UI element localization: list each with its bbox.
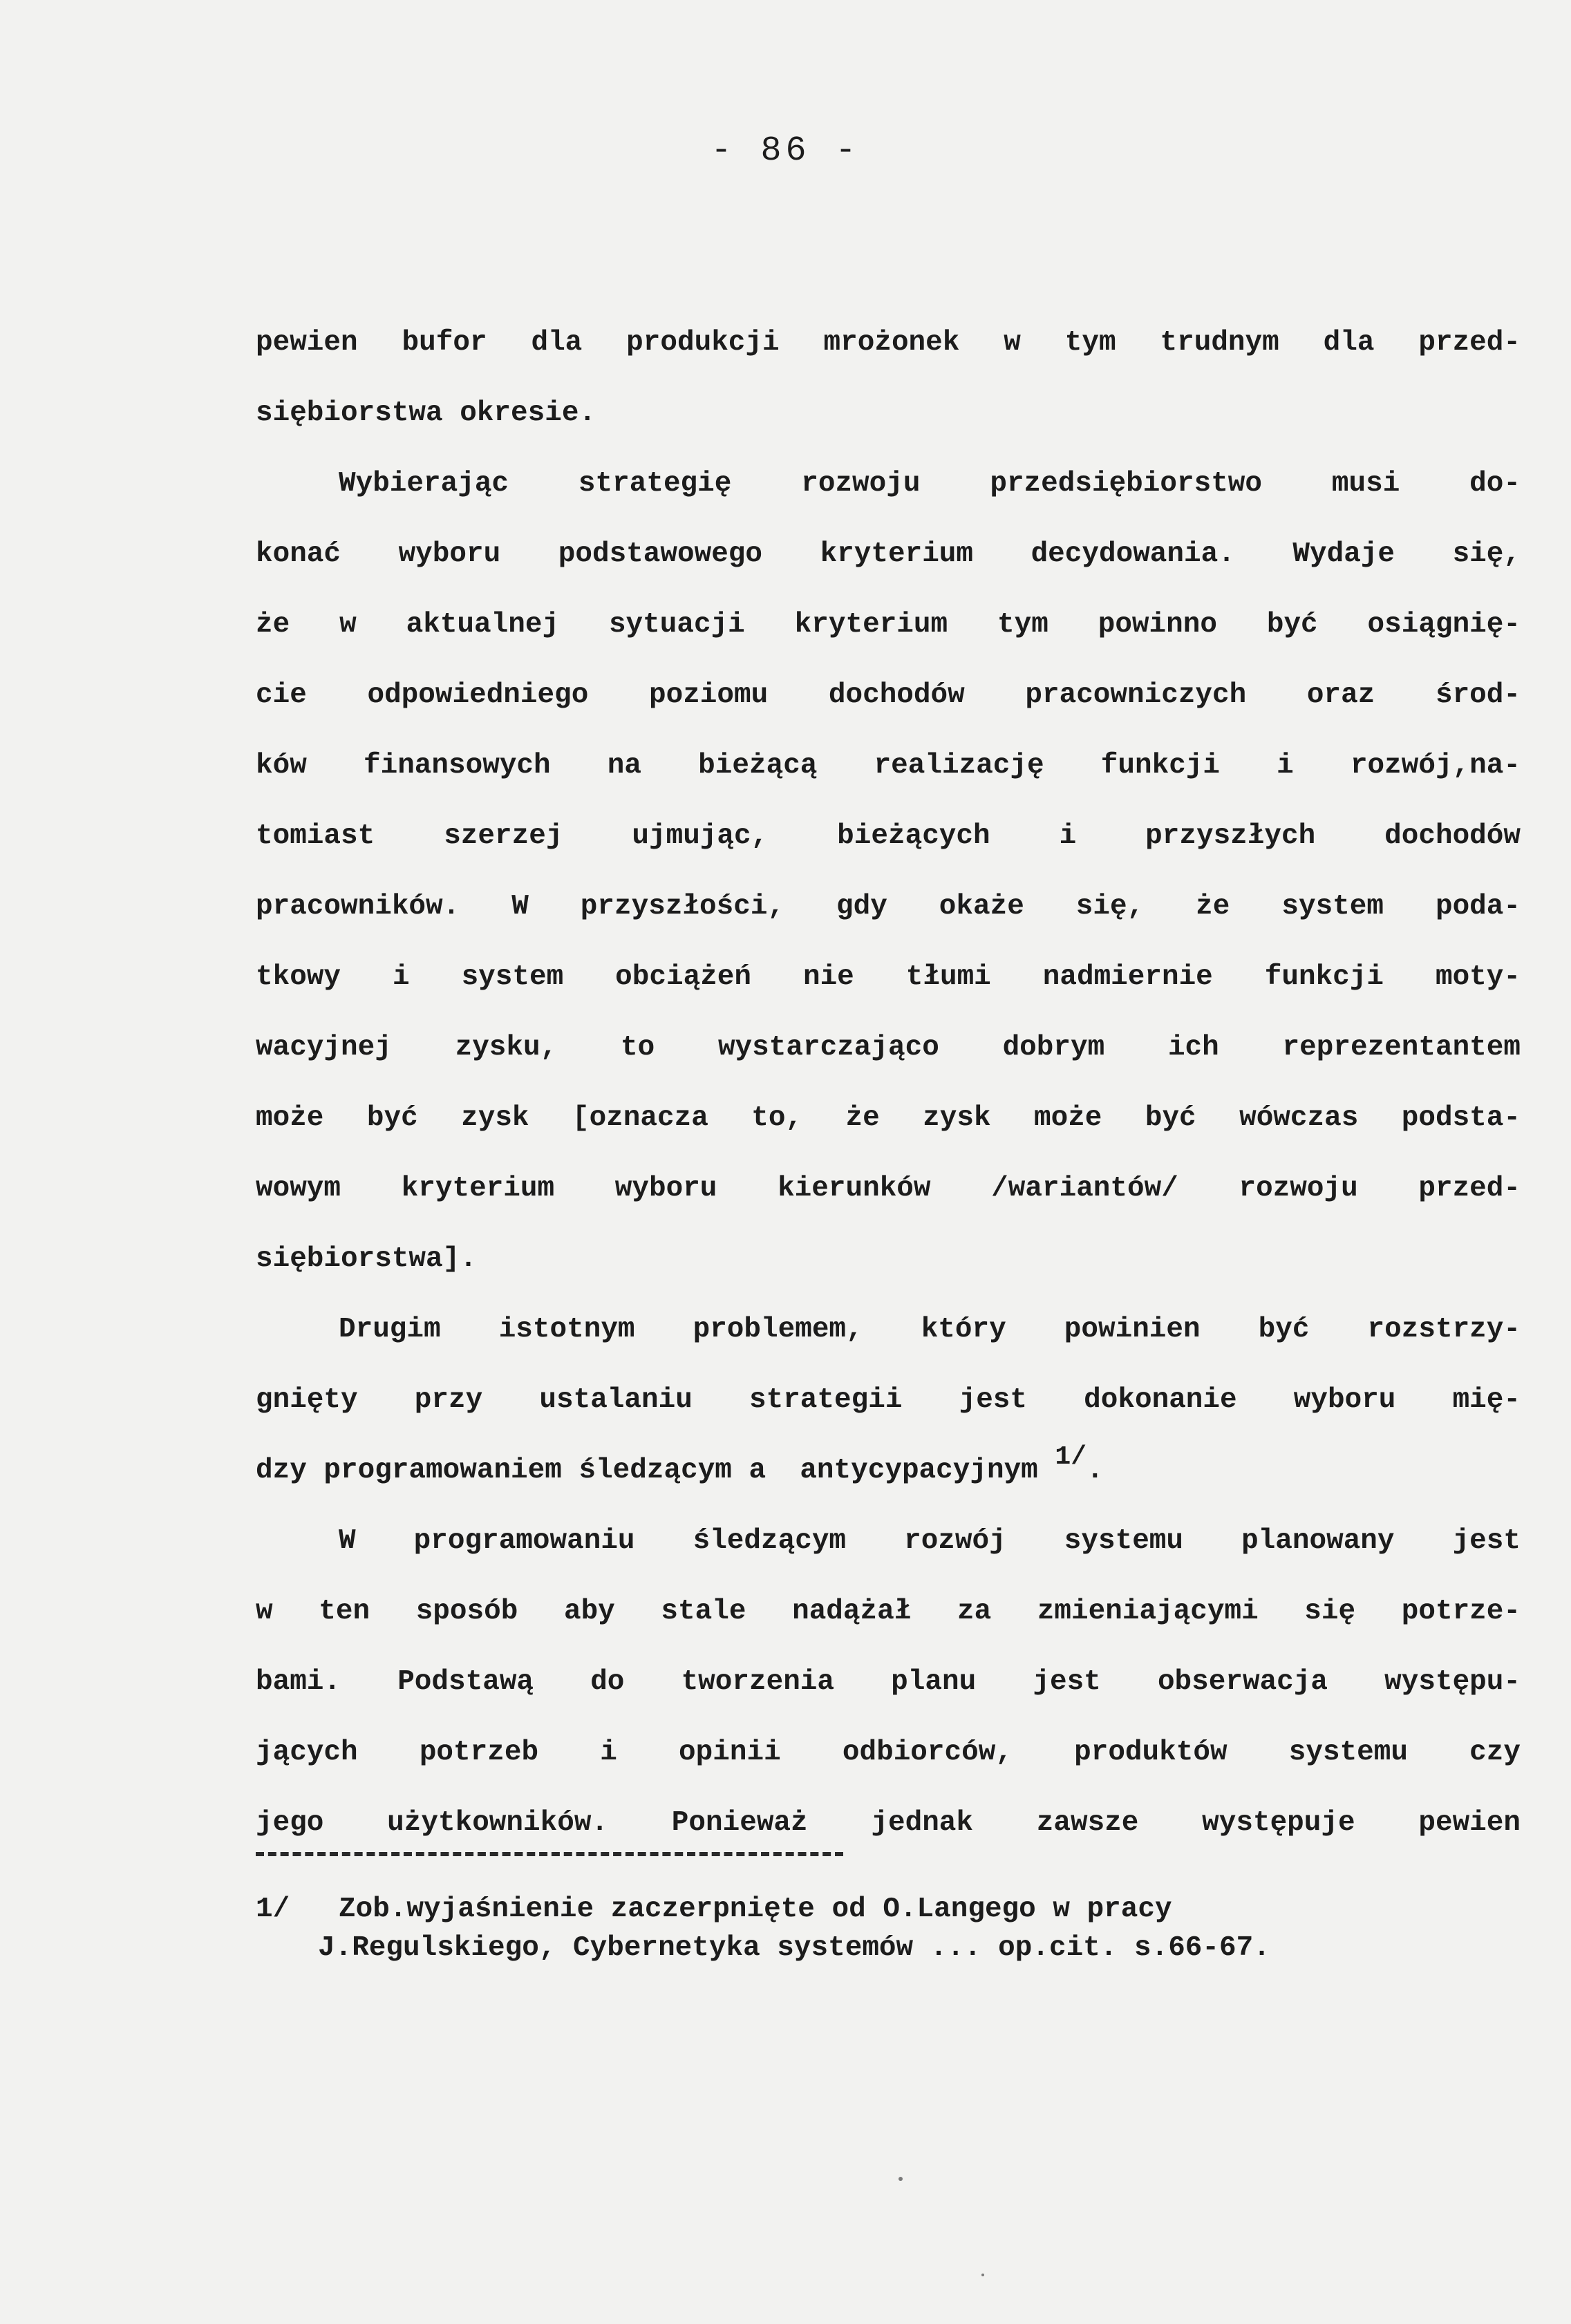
text-line: bami. Podstawą do tworzenia planu jest obserwacja występu- [256,1666,1521,1698]
text-line: jego użytkowników. Ponieważ jednak zawsze występuje pewien [256,1807,1521,1839]
footnote-separator [256,1852,843,1856]
text-line: pracowników. W przyszłości, gdy okaże się, że system poda- [256,891,1521,923]
text-line: ków finansowych na bieżącą realizację funkcji i rozwój,na- [256,750,1521,782]
text-line: jących potrzeb i opinii odbiorców, produktów systemu czy [256,1737,1521,1768]
text-line: wowym kryterium wyboru kierunków /wariantów/ rozwoju przed- [256,1173,1521,1204]
footnote-text: Zob.wyjaśnienie zaczerpnięte od O.Langego w pracy [339,1893,1172,1925]
paper-speck [981,2274,984,2276]
page-number: - 86 - [711,131,860,171]
text-line: tomiast szerzej ujmując, bieżących i przyszłych dochodów [256,820,1521,852]
text-line: Drugim istotnym problemem, który powinien być rozstrzy- [339,1314,1521,1345]
text-line: w ten sposób aby stale nadążał za zmieniającymi się potrze- [256,1596,1521,1627]
footnote [256,1890,1514,1967]
footnote-marker: 1/ [256,1893,290,1925]
text-line: W programowaniu śledzącym rozwój systemu planowany jest [339,1525,1521,1557]
footnote-line [256,1890,1514,1929]
text-line: siębiorstwa]. [256,1243,477,1275]
text-line: konać wyboru podstawowego kryterium decydowania. Wydaje się, [256,538,1521,570]
footnote-line: J.Regulskiego, Cybernetyka systemów ... op.cit. s.66-67. [318,1932,1270,1964]
text-line: Wybierając strategię rozwoju przedsiębiorstwo musi do- [339,468,1521,500]
text-line: że w aktualnej sytuacji kryterium tym powinno być osiągnię- [256,609,1521,641]
paper-speck [899,2177,903,2181]
text-line: tkowy i system obciążeń nie tłumi nadmiernie funkcji moty- [256,961,1521,993]
text-line: cie odpowiedniego poziomu dochodów pracowniczych oraz środ- [256,679,1521,711]
text-line-with-footnote-ref [256,1435,1521,1506]
text-line-content: dzy programowaniem śledzącym a antycypacyjnym [256,1455,1055,1486]
footnote-reference-tail: . [1086,1455,1104,1486]
footnote-reference: 1/ [1055,1442,1086,1472]
text-line: może być zysk [oznacza to, że zysk może być wówczas podsta- [256,1102,1521,1134]
text-line: gnięty przy ustalaniu strategii jest dokonanie wyboru mię- [256,1384,1521,1416]
text-line: wacyjnej zysku, to wystarczająco dobrym ich reprezentantem [256,1032,1521,1064]
body-text [256,308,1521,1858]
text-line: siębiorstwa okresie. [256,397,596,429]
text-line: pewien bufor dla produkcji mrożonek w tym trudnym dla przed- [256,327,1521,359]
